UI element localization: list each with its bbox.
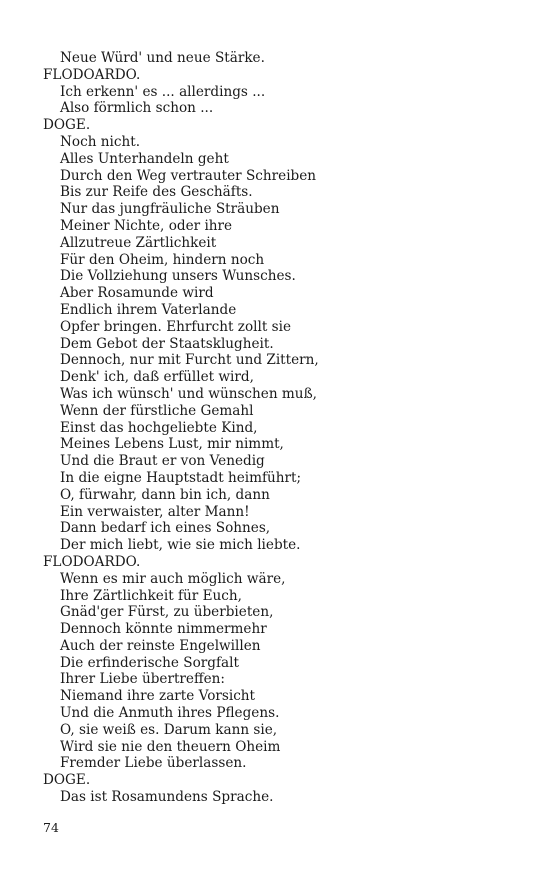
verse-line: Dann bedarf ich eines Sohnes, bbox=[60, 520, 271, 537]
speaker-name: DOGE. bbox=[43, 117, 91, 134]
verse-line: In die eigne Hauptstadt heimführt; bbox=[60, 469, 302, 486]
verse-line: Das ist Rosamundens Sprache. bbox=[60, 789, 274, 806]
verse-line: Und die Anmuth ihres Pflegens. bbox=[60, 705, 280, 722]
verse-line: Auch der reinste Engelwillen bbox=[60, 637, 261, 654]
speaker-name: FLODOARDO. bbox=[43, 66, 141, 83]
verse-line: Noch nicht. bbox=[60, 133, 141, 150]
verse-line: Nur das jungfräuliche Sträuben bbox=[60, 201, 280, 218]
verse-line: Also förmlich schon ... bbox=[60, 100, 214, 117]
verse-line: Die Vollziehung unsers Wunsches. bbox=[60, 268, 296, 285]
verse-line: Die erfinderische Sorgfalt bbox=[60, 654, 239, 671]
verse-line: Ihrer Liebe übertreffen: bbox=[60, 671, 226, 688]
verse-line: Der mich liebt, wie sie mich liebte. bbox=[60, 537, 301, 554]
page-number: 74 bbox=[43, 820, 59, 835]
speaker-name: DOGE. bbox=[43, 772, 91, 789]
verse-line: Dem Gebot der Staatsklugheit. bbox=[60, 335, 274, 352]
verse-line: Und die Braut er von Venedig bbox=[60, 453, 265, 470]
verse-line: O, fürwahr, dann bin ich, dann bbox=[60, 486, 270, 503]
verse-line: Endlich ihrem Vaterlande bbox=[60, 301, 237, 318]
verse-line: Allzutreue Zärtlichkeit bbox=[60, 234, 217, 251]
verse-line: Ich erkenn' es ... allerdings ... bbox=[60, 83, 266, 100]
verse-line: Alles Unterhandeln geht bbox=[60, 150, 229, 167]
verse-line: Was ich wünsch' und wünschen muß, bbox=[60, 385, 317, 402]
verse-line: Niemand ihre zarte Vorsicht bbox=[60, 688, 256, 705]
verse-line: Bis zur Reife des Geschäfts. bbox=[60, 184, 253, 201]
verse-line: Neue Würd' und neue Stärke. bbox=[60, 50, 265, 66]
verse-line: Ein verwaister, alter Mann! bbox=[60, 503, 250, 520]
verse-line: Wenn der fürstliche Gemahl bbox=[60, 402, 254, 419]
verse-line: Ihre Zärtlichkeit für Euch, bbox=[60, 587, 242, 604]
speaker-name: FLODOARDO. bbox=[43, 553, 141, 570]
verse-line: Durch den Weg vertrauter Schreiben bbox=[60, 167, 317, 184]
play-text bbox=[43, 50, 523, 806]
verse-line: Dennoch könnte nimmermehr bbox=[60, 621, 267, 638]
verse-line: Meines Lebens Lust, mir nimmt, bbox=[60, 436, 284, 453]
verse-line: Für den Oheim, hindern noch bbox=[60, 251, 265, 268]
verse-line: O, sie weiß es. Darum kann sie, bbox=[60, 721, 278, 738]
verse-line: Wird sie nie den theuern Oheim bbox=[60, 738, 281, 755]
verse-line: Denk' ich, daß erfüllet wird, bbox=[60, 369, 254, 386]
verse-line: Gnäd'ger Fürst, zu überbieten, bbox=[60, 604, 274, 621]
verse-line: Opfer bringen. Ehrfurcht zollt sie bbox=[60, 318, 291, 335]
verse-line: Einst das hochgeliebte Kind, bbox=[60, 419, 258, 436]
verse-line: Aber Rosamunde wird bbox=[60, 285, 214, 302]
verse-line: Fremder Liebe überlassen. bbox=[60, 755, 247, 772]
verse-line: Dennoch, nur mit Furcht und Zittern, bbox=[60, 352, 319, 369]
verse-line: Wenn es mir auch möglich wäre, bbox=[60, 570, 286, 587]
verse-line: Meiner Nichte, oder ihre bbox=[60, 217, 233, 234]
